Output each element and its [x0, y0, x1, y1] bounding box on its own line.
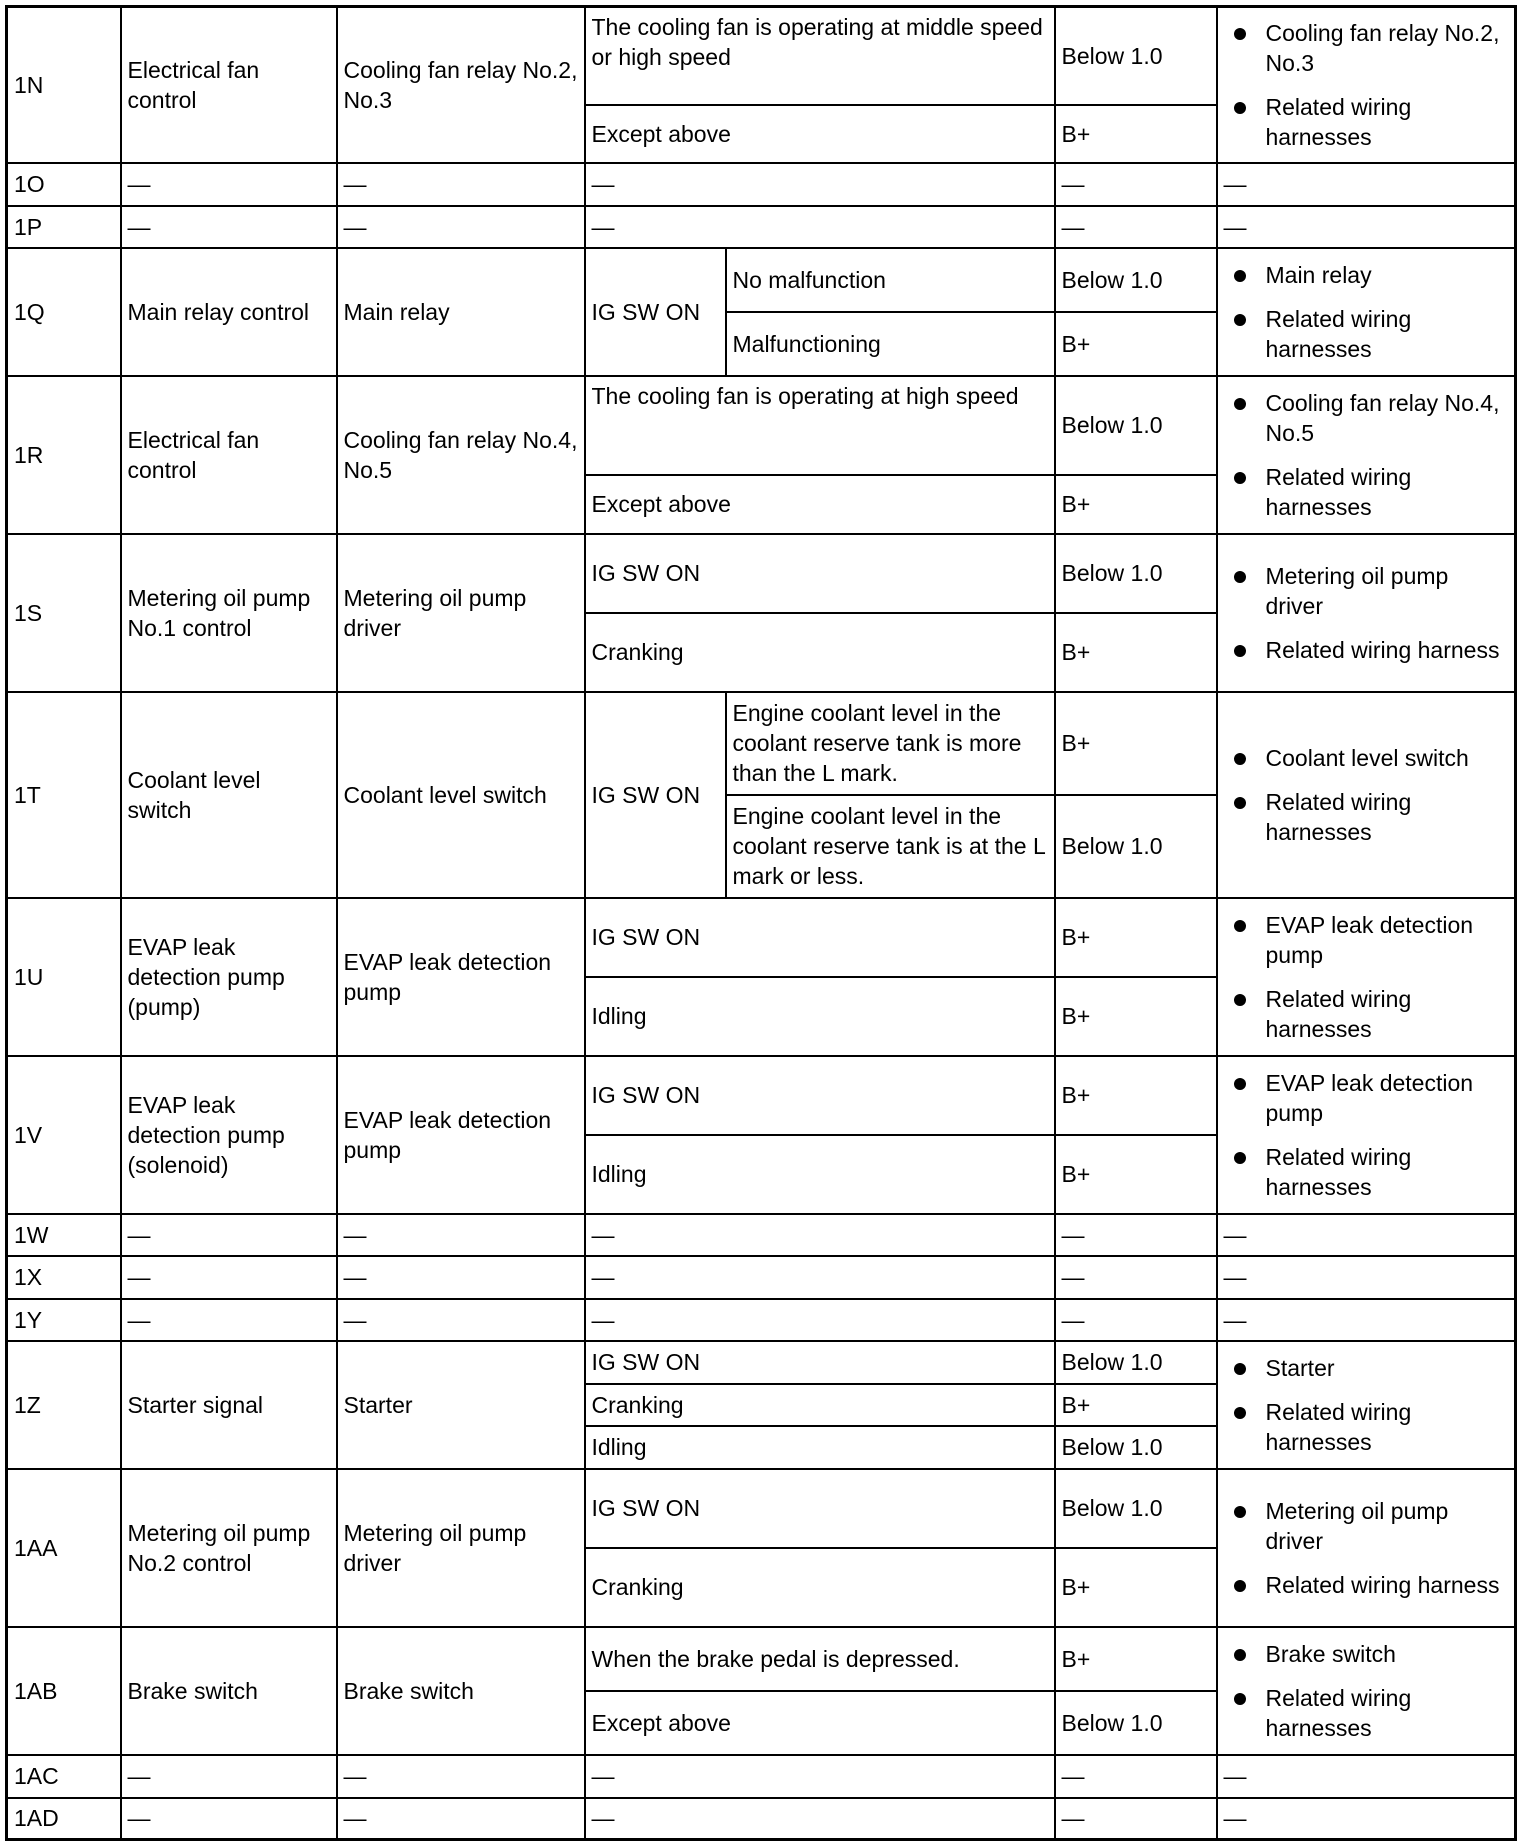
condition-cell: IG SW ON [585, 1469, 1055, 1548]
connected-to-cell: Brake switch [337, 1627, 585, 1755]
connected-to-cell: Metering oil pump driver [337, 1469, 585, 1627]
list-item: Related wiring harnesses [1266, 984, 1509, 1044]
inspection-list [1224, 1353, 1509, 1457]
terminal-cell: 1V [7, 1056, 121, 1214]
terminal-cell: 1Q [7, 248, 121, 376]
connected-to-cell: — [337, 206, 585, 248]
condition-cell: IG SW ON [585, 692, 726, 898]
terminal-cell: 1AA [7, 1469, 121, 1627]
voltage-cell: Below 1.0 [1055, 1426, 1217, 1469]
table-row [7, 376, 1516, 475]
condition-cell: IG SW ON [585, 898, 1055, 977]
list-item: Related wiring harness [1266, 1570, 1509, 1600]
list-item: EVAP leak detection pump [1266, 910, 1509, 970]
item-cell: Electrical fan control [121, 7, 337, 163]
voltage-cell: B+ [1055, 1056, 1217, 1135]
voltage-cell: B+ [1055, 312, 1217, 376]
table-row [7, 1627, 1516, 1691]
inspection-cell [1217, 7, 1516, 163]
list-item: Related wiring harnesses [1266, 1397, 1509, 1457]
voltage-cell: — [1055, 1798, 1217, 1840]
condition-cell: — [585, 1214, 1055, 1256]
terminal-cell: 1U [7, 898, 121, 1056]
table-row [7, 898, 1516, 977]
inspection-cell [1217, 248, 1516, 376]
voltage-cell: Below 1.0 [1055, 795, 1217, 898]
inspection-cell: — [1217, 1299, 1516, 1341]
table-row [7, 1256, 1516, 1299]
inspection-cell [1217, 692, 1516, 898]
condition-cell: IG SW ON [585, 534, 1055, 613]
terminal-cell: 1AB [7, 1627, 121, 1755]
condition-cell: Except above [585, 475, 1055, 534]
sub-condition-cell: Malfunctioning [726, 312, 1055, 376]
inspection-cell [1217, 376, 1516, 534]
terminal-cell: 1W [7, 1214, 121, 1256]
connected-to-cell: EVAP leak detection pump [337, 898, 585, 1056]
condition-cell: — [585, 1798, 1055, 1840]
list-item: Related wiring harnesses [1266, 304, 1509, 364]
list-item: EVAP leak detection pump [1266, 1068, 1509, 1128]
list-item: Related wiring harnesses [1266, 92, 1509, 152]
list-item: Related wiring harness [1266, 635, 1509, 665]
connected-to-cell: Cooling fan relay No.4, No.5 [337, 376, 585, 534]
item-cell: Main relay control [121, 248, 337, 376]
list-item: Cooling fan relay No.2, No.3 [1266, 18, 1509, 78]
inspection-list [1224, 18, 1509, 152]
connected-to-cell: — [337, 1214, 585, 1256]
condition-cell: Except above [585, 105, 1055, 163]
inspection-cell [1217, 1469, 1516, 1627]
table-row [7, 1469, 1516, 1548]
list-item: Related wiring harnesses [1266, 787, 1509, 847]
item-cell: — [121, 163, 337, 206]
list-item: Metering oil pump driver [1266, 1496, 1509, 1556]
voltage-cell: Below 1.0 [1055, 376, 1217, 475]
voltage-cell: B+ [1055, 475, 1217, 534]
terminal-cell: 1X [7, 1256, 121, 1299]
item-cell: Coolant level switch [121, 692, 337, 898]
table-row [7, 1798, 1516, 1840]
item-cell: — [121, 206, 337, 248]
terminal-cell: 1N [7, 7, 121, 163]
voltage-cell: Below 1.0 [1055, 248, 1217, 312]
voltage-cell: B+ [1055, 692, 1217, 795]
item-cell: Electrical fan control [121, 376, 337, 534]
terminal-voltage-table [5, 5, 1517, 1841]
inspection-list [1224, 260, 1509, 364]
inspection-cell: — [1217, 163, 1516, 206]
table-row [7, 534, 1516, 613]
sub-condition-cell: Engine coolant level in the coolant reserve tank is more than the L mark. [726, 692, 1055, 795]
condition-cell: IG SW ON [585, 1056, 1055, 1135]
connected-to-cell: Starter [337, 1341, 585, 1469]
condition-cell: IG SW ON [585, 1341, 1055, 1384]
inspection-cell [1217, 1341, 1516, 1469]
list-item: Related wiring harnesses [1266, 1142, 1509, 1202]
connected-to-cell: Cooling fan relay No.2, No.3 [337, 7, 585, 163]
table-row [7, 1214, 1516, 1256]
voltage-cell: — [1055, 206, 1217, 248]
connected-to-cell: — [337, 1256, 585, 1299]
list-item: Cooling fan relay No.4, No.5 [1266, 388, 1509, 448]
voltage-cell: B+ [1055, 977, 1217, 1056]
item-cell: — [121, 1256, 337, 1299]
connected-to-cell: EVAP leak detection pump [337, 1056, 585, 1214]
inspection-list [1224, 1639, 1509, 1743]
item-cell: — [121, 1798, 337, 1840]
item-cell: Metering oil pump No.1 control [121, 534, 337, 692]
item-cell: EVAP leak detection pump (pump) [121, 898, 337, 1056]
terminal-cell: 1S [7, 534, 121, 692]
terminal-cell: 1AD [7, 1798, 121, 1840]
list-item: Related wiring harnesses [1266, 1683, 1509, 1743]
condition-cell: The cooling fan is operating at middle speed or high speed [585, 7, 1055, 105]
inspection-list [1224, 910, 1509, 1044]
inspection-cell [1217, 1056, 1516, 1214]
inspection-list [1224, 388, 1509, 522]
voltage-cell: Below 1.0 [1055, 1691, 1217, 1755]
condition-cell: IG SW ON [585, 248, 726, 376]
voltage-cell: Below 1.0 [1055, 534, 1217, 613]
condition-cell: When the brake pedal is depressed. [585, 1627, 1055, 1691]
item-cell: Brake switch [121, 1627, 337, 1755]
connected-to-cell: — [337, 1798, 585, 1840]
inspection-cell [1217, 534, 1516, 692]
voltage-cell: — [1055, 1299, 1217, 1341]
table-row [7, 1056, 1516, 1135]
voltage-cell: — [1055, 1755, 1217, 1798]
voltage-cell: — [1055, 163, 1217, 206]
terminal-cell: 1Z [7, 1341, 121, 1469]
condition-cell: — [585, 1755, 1055, 1798]
sub-condition-cell: No malfunction [726, 248, 1055, 312]
inspection-cell: — [1217, 1798, 1516, 1840]
inspection-cell: — [1217, 1755, 1516, 1798]
table-row [7, 692, 1516, 795]
table-row [7, 163, 1516, 206]
condition-cell: The cooling fan is operating at high speed [585, 376, 1055, 475]
inspection-cell [1217, 898, 1516, 1056]
item-cell: Metering oil pump No.2 control [121, 1469, 337, 1627]
inspection-cell: — [1217, 206, 1516, 248]
condition-cell: — [585, 163, 1055, 206]
list-item: Metering oil pump driver [1266, 561, 1509, 621]
list-item: Coolant level switch [1266, 743, 1509, 773]
condition-cell: Idling [585, 1135, 1055, 1214]
condition-cell: Except above [585, 1691, 1055, 1755]
voltage-cell: — [1055, 1214, 1217, 1256]
item-cell: — [121, 1755, 337, 1798]
connected-to-cell: Metering oil pump driver [337, 534, 585, 692]
inspection-list [1224, 1068, 1509, 1202]
condition-cell: — [585, 1256, 1055, 1299]
terminal-cell: 1O [7, 163, 121, 206]
voltage-cell: Below 1.0 [1055, 1469, 1217, 1548]
table-row [7, 1341, 1516, 1384]
voltage-cell: B+ [1055, 1384, 1217, 1426]
inspection-cell [1217, 1627, 1516, 1755]
condition-cell: — [585, 206, 1055, 248]
terminal-cell: 1R [7, 376, 121, 534]
terminal-cell: 1Y [7, 1299, 121, 1341]
table-row [7, 248, 1516, 312]
list-item: Starter [1266, 1353, 1509, 1383]
condition-cell: — [585, 1299, 1055, 1341]
list-item: Related wiring harnesses [1266, 462, 1509, 522]
voltage-cell: B+ [1055, 1548, 1217, 1627]
table-row [7, 206, 1516, 248]
condition-cell: Cranking [585, 1548, 1055, 1627]
voltage-cell: B+ [1055, 1135, 1217, 1214]
voltage-cell: — [1055, 1256, 1217, 1299]
voltage-cell: B+ [1055, 613, 1217, 692]
terminal-cell: 1P [7, 206, 121, 248]
table-row [7, 7, 1516, 105]
inspection-list [1224, 1496, 1509, 1600]
voltage-cell: B+ [1055, 105, 1217, 163]
item-cell: — [121, 1214, 337, 1256]
voltage-cell: B+ [1055, 898, 1217, 977]
voltage-cell: Below 1.0 [1055, 7, 1217, 105]
condition-cell: Idling [585, 1426, 1055, 1469]
connected-to-cell: Main relay [337, 248, 585, 376]
condition-cell: Cranking [585, 613, 1055, 692]
table-row [7, 1299, 1516, 1341]
connected-to-cell: — [337, 163, 585, 206]
terminal-cell: 1T [7, 692, 121, 898]
voltage-cell: Below 1.0 [1055, 1341, 1217, 1384]
condition-cell: Cranking [585, 1384, 1055, 1426]
inspection-cell: — [1217, 1256, 1516, 1299]
list-item: Brake switch [1266, 1639, 1509, 1669]
inspection-cell: — [1217, 1214, 1516, 1256]
sub-condition-cell: Engine coolant level in the coolant reserve tank is at the L mark or less. [726, 795, 1055, 898]
item-cell: EVAP leak detection pump (solenoid) [121, 1056, 337, 1214]
connected-to-cell: Coolant level switch [337, 692, 585, 898]
inspection-list [1224, 561, 1509, 665]
inspection-list [1224, 743, 1509, 847]
voltage-cell: B+ [1055, 1627, 1217, 1691]
item-cell: Starter signal [121, 1341, 337, 1469]
table-row [7, 1755, 1516, 1798]
list-item: Main relay [1266, 260, 1509, 290]
terminal-cell: 1AC [7, 1755, 121, 1798]
condition-cell: Idling [585, 977, 1055, 1056]
item-cell: — [121, 1299, 337, 1341]
connected-to-cell: — [337, 1299, 585, 1341]
connected-to-cell: — [337, 1755, 585, 1798]
